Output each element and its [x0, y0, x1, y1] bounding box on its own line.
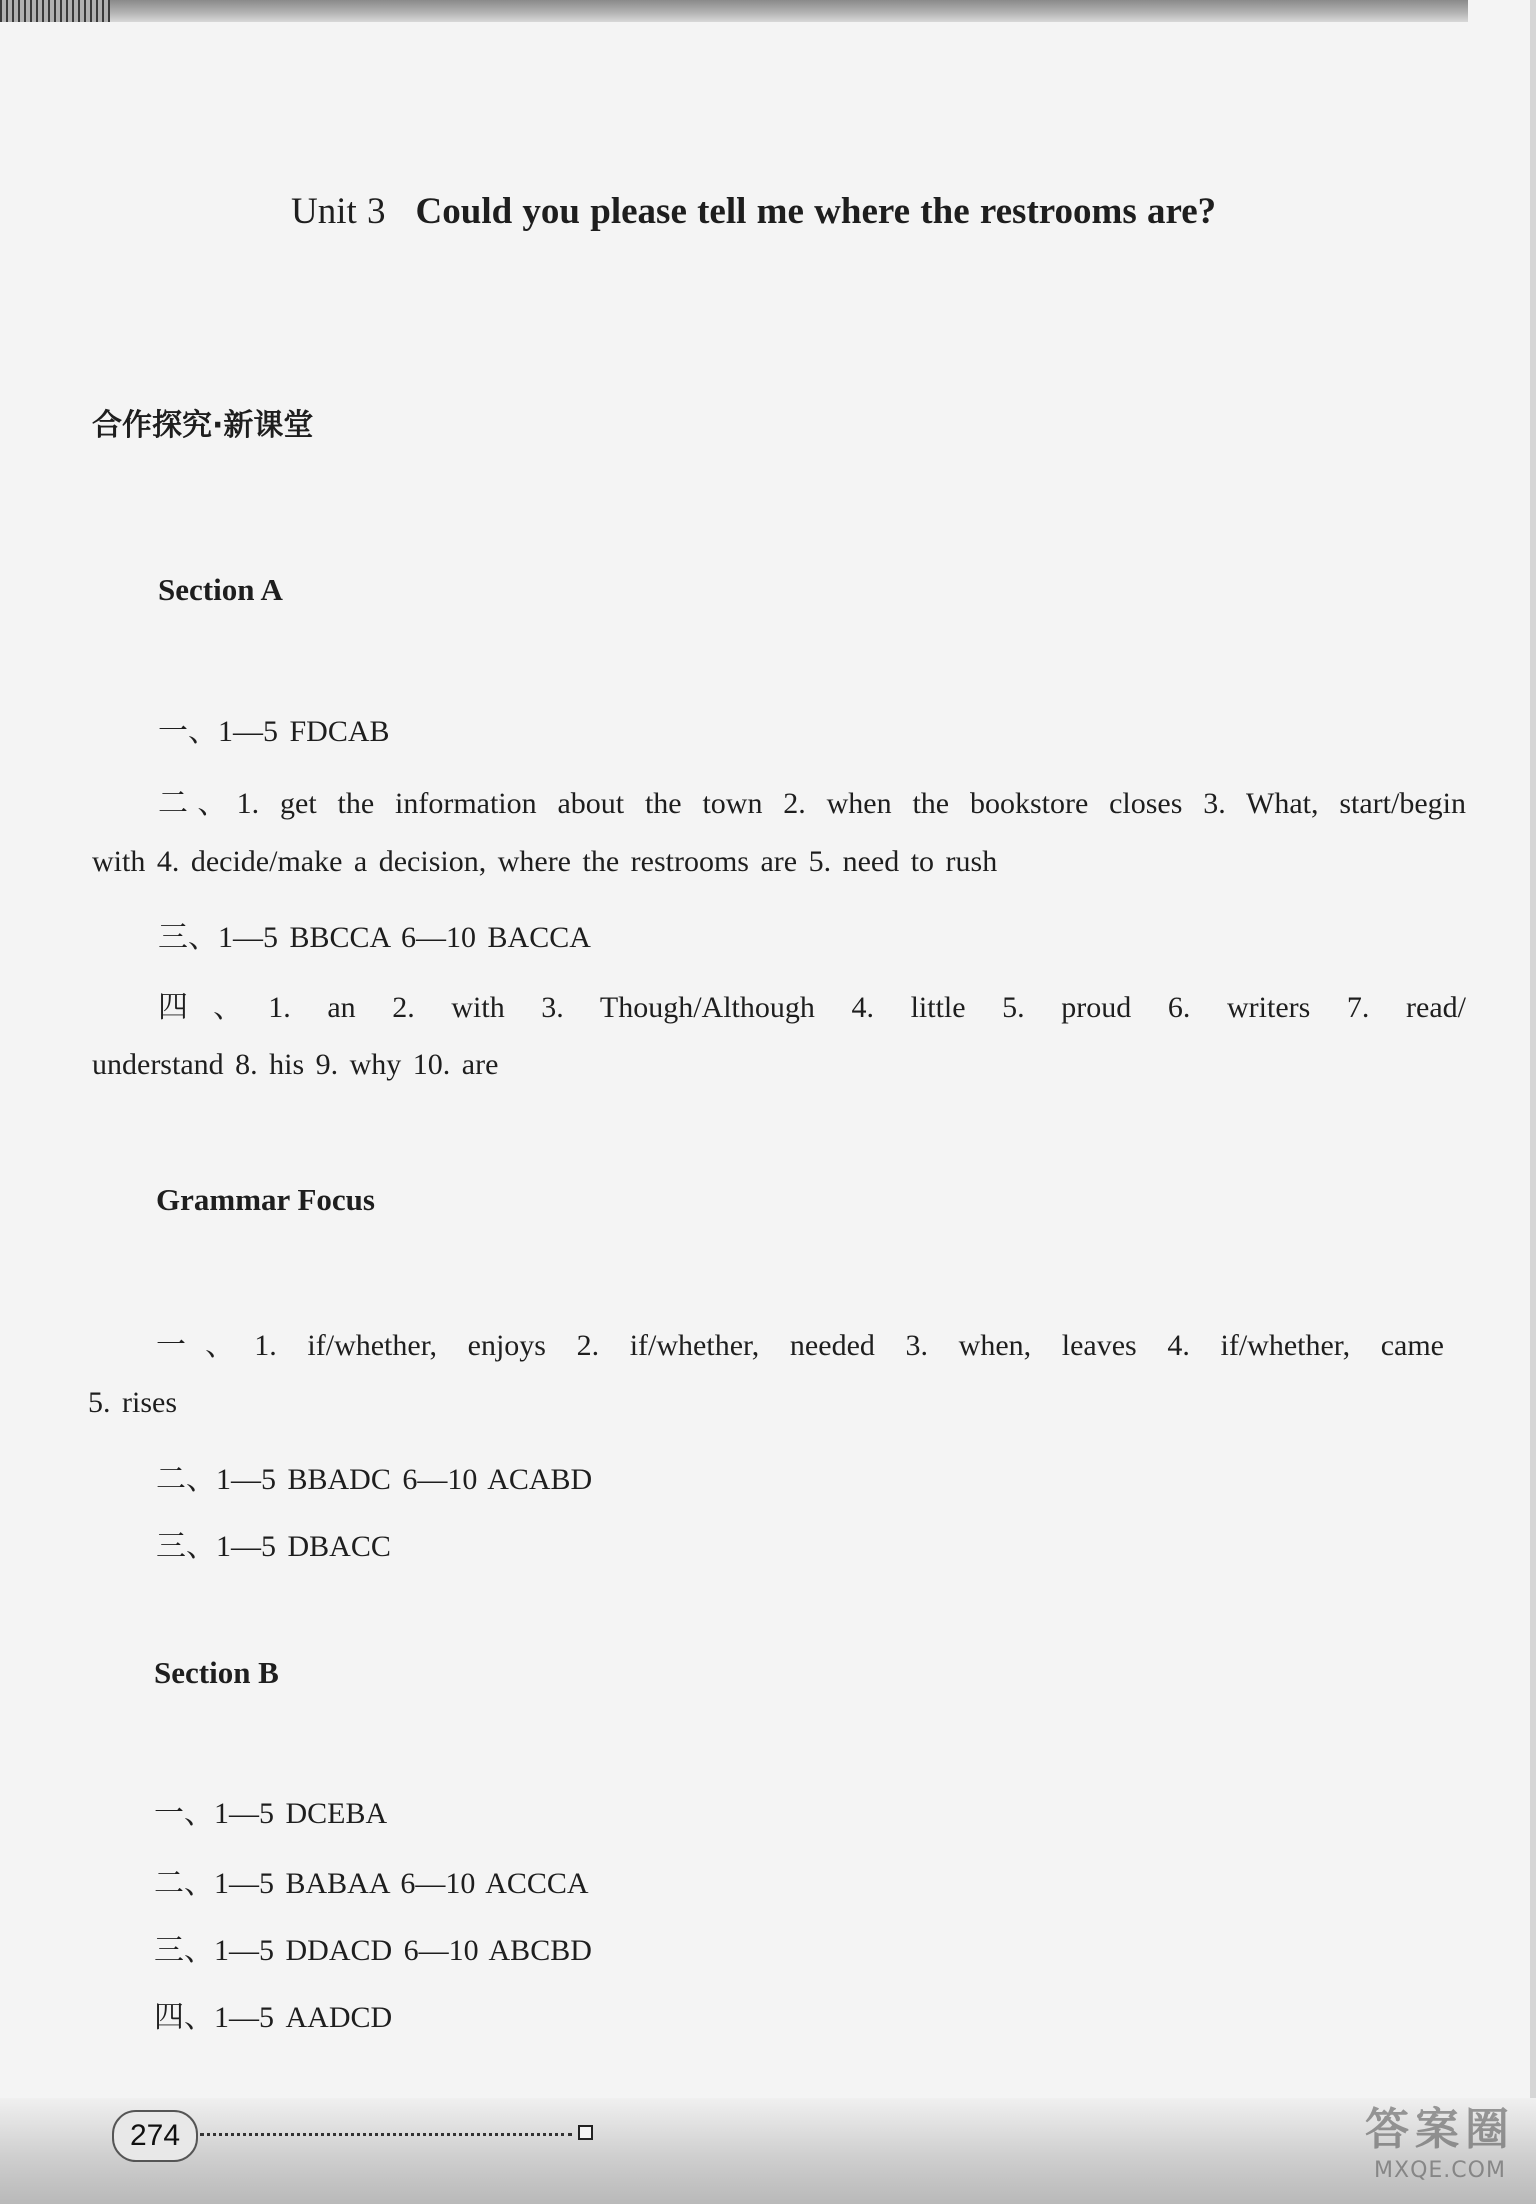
footer-dotted-line	[200, 2133, 572, 2136]
answer-line: 三、1—5 DDACD 6—10 ABCBD	[154, 1934, 592, 1967]
answer-line: 二、1—5 BABAA 6—10 ACCCA	[154, 1867, 589, 1900]
footer-square-marker	[578, 2125, 593, 2140]
page-number: 274	[112, 2110, 198, 2162]
unit-label: Unit 3	[291, 191, 386, 232]
answer-line: 一、1—5 DCEBA	[154, 1797, 388, 1830]
grammar-focus-heading: Grammar Focus	[156, 1182, 375, 1217]
page-right-edge	[1530, 0, 1536, 2204]
section-b-heading: Section B	[154, 1655, 279, 1690]
answer-line: 5. rises	[88, 1386, 177, 1419]
answer-line: 四、1. an 2. with 3. Though/Although 4. little 5. proud 6. writers 7. read/	[158, 991, 1466, 1024]
section-a-heading: Section A	[158, 572, 283, 607]
answer-line: with 4. decide/make a decision, where the restrooms are 5. need to rush	[92, 845, 998, 878]
watermark-logo	[1355, 2104, 1525, 2196]
top-bar-ticks	[0, 0, 110, 22]
answer-line: understand 8. his 9. why 10. are	[92, 1048, 499, 1081]
answer-line: 一、1—5 FDCAB	[158, 715, 390, 748]
page-title	[291, 190, 1216, 233]
top-decorative-bar	[0, 0, 1468, 22]
answer-line: 一、1. if/whether, enjoys 2. if/whether, needed 3. when, leaves 4. if/whether, came	[156, 1329, 1444, 1362]
answer-line: 四、1—5 AADCD	[154, 2001, 393, 2034]
answer-line: 三、1—5 BBCCA 6—10 BACCA	[158, 921, 591, 954]
answer-line: 二、1. get the information about the town 2. when the bookstore closes 3. What, start/begin	[158, 787, 1466, 820]
answer-line: 三、1—5 DBACC	[156, 1530, 391, 1563]
bottom-decorative-band	[0, 2098, 1536, 2204]
unit-title-text: Could you please tell me where the restrooms are?	[415, 191, 1217, 232]
section-header: 合作探究·新课堂	[92, 408, 314, 443]
watermark-url: MXQE.COM	[1374, 2158, 1506, 2183]
answer-line: 二、1—5 BBADC 6—10 ACABD	[156, 1463, 593, 1496]
watermark-text: 答案圈	[1365, 2104, 1515, 2155]
